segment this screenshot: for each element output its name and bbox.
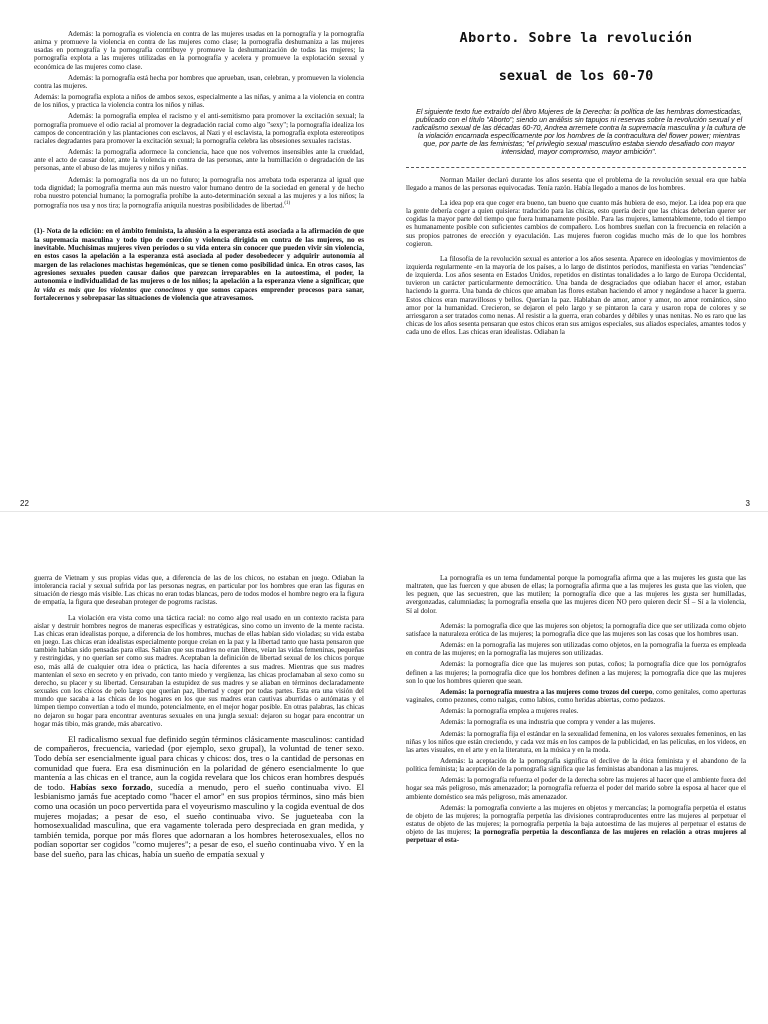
- paragraph-text: Además: la pornografía explota a niños de ambos sexos, especialmente a las niñas, y anima a la violencia en contra de los niños, y practica la violencia contra los niños y niñas.: [34, 93, 364, 110]
- paragraph-text: Norman Mailer declaró durante los años sesenta que el problema de la revolución sexual era que había llegado a manos de las personas equivocadas. Tenía razón. Había llegado a manos de los hombres.: [406, 175, 746, 192]
- paragraph-text: Además: la pornografía adormece la conciencia, hace que nos volvemos insensibles ante la crueldad, ante el acto de causar dolor, ante la violencia en contra de las personas, ante la humillación o degradación de las personas, ante el abuso de las mujeres y niños y niñas.: [34, 148, 364, 173]
- paragraph: [406, 660, 746, 684]
- paragraph-text: La pornografía es un tema fundamental porque la pornografía afirma que a las mujeres les gusta que las maltraten, que las fuercen y que abusen de ellas; la pornografía afirma que a las mujeres les gusta que las violen, que les peguen, que las secuestren, que las mutilen; la pornografía dice que a las mujeres les gusta ser humilladas, avergonzadas, calumniadas; la pornografía enseña que las mujeres dicen NO pero quieren decir SÍ – Sí a la violencia, Sí al dolor.: [406, 574, 746, 615]
- page-number: 3: [745, 499, 750, 508]
- paragraph: [34, 93, 364, 109]
- paragraph: [34, 614, 364, 728]
- bold-phrase: la pornografía perpetúa la desconfianza de las mujeres en relación a otras mujeres al perpetuar el esta-: [406, 828, 747, 845]
- page-22: [0, 0, 384, 512]
- paragraph: [34, 112, 364, 145]
- paragraph-text: Además: la pornografía dice que las mujeres son objetos; la pornografía dice que ser utilizada como objeto satisface la naturaleza erótica de las mujeres; la pornografía dice que las mujeres son las cosas que los hombres usan.: [406, 621, 746, 638]
- bold-phrase: Habías sexo forzado: [70, 781, 151, 792]
- paragraph-text: Además: la pornografía es una industria que compra y vender a las mujeres.: [440, 718, 656, 727]
- paragraph-text: La violación era vista como una táctica racial: no como algo real usado en un contexto racista para aislar y destruir hombres negros de maneras específicas y estratégicas, sino como un invento de la mente racista. Las chicas eran idealistas porque, a diferencia de los hombres, muchas de ellas habían sido violadas; su vida estaba en juego. Las chicas eran idealistas especialmente porque creían en la paz y la libertad tanto que hasta pensaron que también habían sido pensadas para ellas. Sabían que sus madres no eran libres, veían las vidas femeninas, pequeñas y restringidas, y no querían ser como sus madres. Aceptaban la definición de libertad sexual de los chicos porque eso, más allá de cualquier otra idea o práctica, las hacía diferentes a sus madres. Mientras que sus madres mantenían el sexo en secreto y en privado, con tanto miedo y vergüenza, las chicas proclamaban al sexo como su derecho, su placer y su libertad. Censuraban la estupidez de sus madres y se aliaban en términos declaradamente sexuales con los chicos de pelo largo que querían paz, libertad y coger por todas partes. Esta era una visión del mundo que sacaba a las chicas de los hogares en los que sus madres eran cautivas aburridas o autómatas y el lúmpen tiempo convertían a todo el mundo, potencialmente, en el mejor hogar posible. En otras palabras, las chicas no dejaron su hogar para encontrar aventuras sexuales en una jungla sexual: dejaron su hogar para encontrar un hogar más tibio, más grande, más abarcativo.: [34, 613, 364, 728]
- paragraph: [34, 176, 364, 210]
- chapter-title-line-2: sexual de los 60-70: [498, 68, 654, 84]
- paragraph-text: Además: la aceptación de la pornografía significa el declive de la ética feminista y el abandono de la política feminista; la aceptación de la pornografía significa que las feministas abandonan a las mujeres.: [406, 756, 746, 774]
- note-italic: la vida es más que los violentos que conocimos: [34, 285, 187, 294]
- paragraph-text: Además: la pornografía fija el estándar en la sexualidad femenina, en los valores sexuales femeninos, en las niñas y los niños que están creciendo, y cada vez más en los campos de la publicidad, en las películas, en los videos, en las artes visuales, en el arte y en la literatura, en la música y en la moda.: [406, 729, 746, 754]
- edition-note: [34, 227, 364, 302]
- note-tail: y que somos capaces emprender procesos para sanar, fortalecernos y sobrepasar las situaciones de violencia que atravesamos.: [34, 285, 364, 302]
- paragraph-text: El radicalismo sexual fue definido según términos clásicamente masculinos: cantidad de compañeros, frecuencia, variedad (por ejemplo, sexo grupal), la voluntad de tener sexo. Todo debía ser esencialmente igual para chicas y chicos: dos, tres o la cantidad de personas en comunidad que fuera. Era esa disminución en la polaridad de género esencialmente lo que mantenía a las chicas en el trance, aun la cogida revelara que los chicos eran hombres después de todo.: [34, 733, 364, 792]
- paragraph: [34, 74, 364, 90]
- paragraph: [406, 255, 746, 337]
- page-3: [384, 0, 768, 512]
- paragraph-text: Además: la pornografía refuerza el poder de la derecha sobre las mujeres al hacer que el ambiente fuera del hogar sea más peligroso, más amenazador; la pornografía refuerza el poder del marido sobre la esposa al hacer que el ambiente doméstico sea más peligroso, más amenazador.: [406, 776, 746, 801]
- paragraph-text: Además: la pornografía emplea a mujeres reales.: [440, 707, 579, 716]
- footnote-marker: (1): [284, 200, 291, 206]
- paragraph: [406, 730, 746, 754]
- paragraph-text: La filosofía de la revolución sexual es anterior a los años sesenta. Aparece en ideologías y movimientos de izquierda regularmente -en la mayoría de los países, a lo largo de distintos períodos, manifiesta en varias "tendencias" de izquierda. Los años sesenta en Estados Unidos, repetidos en distintas tonalidades a lo largo de Europa Occidental, tuvieron un carácter particularmente democrático. Una banda de desgraciados que odiaban hacer el amor, estaban haciendo la guerra. Una banda de chicos que amaban las flores estaban haciendo el amor y negándose a hacer la guerra. Estos chicos eran maravillosos y bellos. Querían la paz. Hablaban de amor, amor y amor, no amor romántico, sino amor por la humanidad. Crecieron, se dejaron el pelo largo y se pintaron la cara y usaron ropa de colores y se arriesgaron a ser tratados como nenas. Al resistir a la guerra, eran cobardes y débiles y unas nenitas. No es raro que las chicas de los años sesenta pensaran que estos chicos eran sus amigos especiales, sus aliados especiales, amantes todos y cada uno de ellos. Las chicas eran idealistas. Odiaban la: [406, 254, 747, 337]
- paragraph-text: , como genitales, como aperturas vaginales, como pezones, como nalgas, como labios, como heridas abiertas, como pedazos.: [406, 687, 746, 705]
- paragraph-text: Además: la pornografía convierte a las mujeres en objetos y mercancías; la pornografía perpetúa el estatus de objeto de las mujeres; la pornografía perpetúa las divisiones contraproducentes entre las mujeres al perpetuar el estatus de objeto de las mujeres; la pornografía perpetúa la baja autoestima de las mujeres al perpetuar el estatus de objeto de las mujeres;: [406, 803, 746, 837]
- paragraph: [406, 688, 746, 704]
- paragraph: [406, 757, 746, 773]
- chapter-title: Aborto. Sobre la revolución: [459, 30, 693, 46]
- bold-phrase: Además: la pornografía muestra a las mujeres como trozos del cuerpo: [440, 687, 653, 696]
- paragraph-text: guerra de Vietnam y sus propias vidas que, a diferencia de las de los chicos, no estaban en juego. Odiaban la intolerancia racial y sexual sufrida por las personas negras, en particular por los hombres que eran las figuras en situación de riesgo más visible. Las chicas no eran todas blancas, pero de todos modos el hombre negro era la figura de empatía, la figura que deseaban proteger de pogroms racistas.: [34, 574, 364, 607]
- paragraph: [34, 148, 364, 172]
- paragraph-text: Además: la pornografía es violencia en contra de las mujeres usadas en la pornografía y la pornografía anima y promueve la violencia en contra de las mujeres como clase; la pornografía deshumaniza a las mujeres usadas en pornografía y la pornografía contribuye y promueve la deshumanización de todas las mujeres; la pornografía explota a las mujeres utilizadas en la pornografía y acelera y promueve la explotación sexual y económica de las mujeres como clase.: [34, 30, 364, 71]
- paragraph-text: La idea pop era que coger era bueno, tan bueno que cuanto más hubiera de eso, mejor. La idea pop era que la gente debería coger a quien quisiera: traducido para las chicas, esto quería decir que las chicas deberían querer ser cogidas la mayor parte del tiempo que fuera humanamente posible. Para las mujeres, lamentablemente, todo el tiempo es humanamente posible con suficientes cambios de compañero. Los hombres sueñan con la frecuencia en relación a sus propios patrones de erección y eyaculación. Las mujeres fueron cogidas mucho más de lo que los hombres cogieron.: [406, 198, 746, 248]
- dashed-divider: [406, 167, 746, 168]
- paragraph-text: Además: en la pornografía las mujeres son utilizadas como objetos, en la pornografía la fuerza es empleada en contra de las mujeres; en la pornografía las mujeres son utilizadas.: [406, 641, 746, 658]
- intro-text: El siguiente texto fue extraído del libro Mujeres de la Derecha: la política de las hembras domesticadas, publicado con el título "Aborto"; siendo un análisis sin tapujos ni reservas sobre la revolución sexual y el radicalismo sexual de las décadas 60-70, Andrea arremete contra la supremacía masculina y la cultura de la violación encarnada específicamente por los hombres de la contracultura del flower power; mientras que, por parte de las feministas; "el privilegio sexual masculino estaba siendo desafiado con mayor intensidad, mayor compromiso, mayor ambición".: [412, 108, 746, 157]
- note-text: (1)- Nota de la edición: en el ámbito feminista, la alusión a la esperanza está asociada a la afirmación de que la supremacía masculina y todo tipo de coerción y violencia dirigida en contra de las mujeres, no es inevitable. Muchísimas mujeres viven períodos o su vida entera sin conocer que pueden vivir sin violencia, en estos casos la apelación a la esperanza está asociada al poder desobedecer y adquirir autonomía al margen de las relaciones machistas hegemónicas, que se tienen como posibilidad única. En otros casos, las agresiones sexuales pueden causar daños que parezcan irreparables en la autoestima, el poder, la autonomía e individualidad de las mujeres o de los niños; la apelación a la esperanza viene a significar, que: [34, 227, 364, 286]
- paragraph: [406, 718, 746, 726]
- paragraph: [406, 176, 746, 192]
- paragraph: [406, 574, 746, 615]
- paragraph-text: Además: la pornografía dice que las mujeres son putas, coños; la pornografía dice que los pornógrafos definen a las mujeres; la pornografía dice que los hombres definen a las mujeres; la pornografía dice que las mujeres son lo que los hombres quieren que sean.: [406, 660, 746, 685]
- paragraph-text: Además: la pornografía nos da un no futuro; la pornografía nos arrebata toda esperanza al igual que toda dignidad; la pornografía merma aun más nuestro valor humano dentro de la sociedad en general y de hecho roba nuestro potencial humano; la pornografía prohíbe la auto-determinación sexual a las mujeres y a los niños; la pornografía nos usa y nos tira; la pornografía aniquila nuestras posibilidades de libertad.: [34, 175, 364, 210]
- paragraph: [406, 776, 746, 800]
- paragraph: [406, 199, 746, 248]
- paragraph: [406, 622, 746, 638]
- paragraph: [34, 735, 364, 860]
- paragraph: [406, 804, 746, 845]
- paragraph: [34, 30, 364, 71]
- paragraph: [406, 641, 746, 657]
- paragraph: [34, 574, 364, 607]
- paragraph: [406, 707, 746, 715]
- paragraph-text: Además: la pornografía está hecha por hombres que aprueban, usan, celebran, y promueven la violencia contra las mujeres.: [34, 73, 364, 90]
- paragraph-text: , sucedía a menudo, pero el sueño continuaba vivo. El lesbianismo jamás fue aceptado como "hacer el amor" en sus propios términos, sino más bien como una ocasión un poco pervertida para el voyeurismo masculino y la cogida eventual de dos mujeres mojadas; a pesar de eso, el sueño continuaba vivo. Se jugueteaba con la homosexualidad masculina, que era vagamente tolerada pero despreciada en gran medida, y también temida, porque por más flores que adornaran a los hombres heterosexuales, ellos no podían soportar ser cogidos "como mujeres"; a pesar de eso, el sueño continuaba vivo. Y en la base del sueño, para las chicas, había un sueño de empatía sexual y: [34, 781, 365, 859]
- page-bottom-left: [0, 512, 384, 1024]
- page-bottom-right: [384, 512, 768, 1024]
- paragraph-text: Además: la pornografía emplea el racismo y el anti-semitismo para promover la excitación sexual; la pornografía promueve el odio racial al promover la degradación racial como algo "sexy"; la pornografía idealiza los campos de concentración y las plantaciones con esclavos, al Nazi y el esclavista, la pornografía explota estereotipos raciales degradantes para promover la excitación sexual; la pornografía celebra las obsesiones sexuales racistas.: [34, 112, 364, 145]
- page-number: 22: [20, 499, 29, 508]
